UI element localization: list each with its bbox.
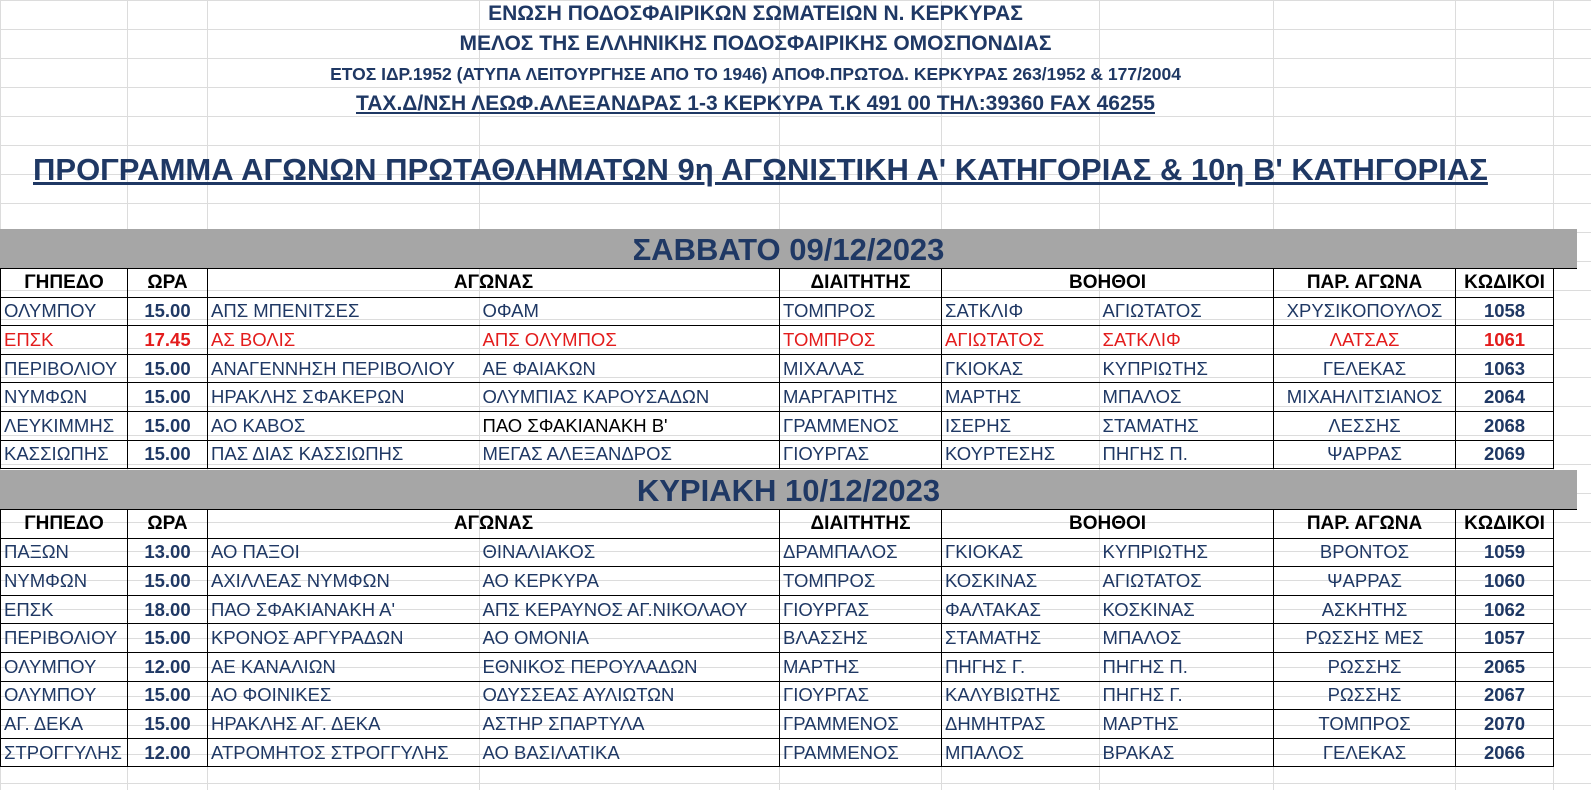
away-team-cell: ΑΠΣ ΟΛΥΜΠΟΣ: [480, 326, 780, 355]
stadium-cell: ΕΠΣΚ: [1, 595, 128, 624]
assistant1-cell: ΣΑΤΚΛΙΦ: [942, 297, 1100, 326]
home-team-cell: ΗΡΑΚΛΗΣ ΑΓ. ΔΕΚΑ: [208, 710, 480, 739]
assistant2-cell: ΠΗΓΗΣ Γ.: [1100, 681, 1274, 710]
table-header-row: [1, 269, 1554, 298]
home-team-cell: ΑΟ ΚΑΒΟΣ: [208, 411, 480, 440]
home-team-cell: ΠΑΟ ΣΦΑΚΙΑΝΑΚΗ Α': [208, 595, 480, 624]
away-team-cell: ΜΕΓΑΣ ΑΛΕΞΑΝΔΡΟΣ: [480, 440, 780, 469]
stadium-cell: ΝΥΜΦΩΝ: [1, 567, 128, 596]
code-cell: 1061: [1456, 326, 1554, 355]
code-cell: 2064: [1456, 383, 1554, 412]
code-cell: 1058: [1456, 297, 1554, 326]
referee-cell: ΔΡΑΜΠΑΛΟΣ: [780, 538, 942, 567]
time-cell: 17.45: [128, 326, 208, 355]
home-team-cell: ΑΕ ΚΑΝΑΛΙΩΝ: [208, 652, 480, 681]
time-cell: 15.00: [128, 710, 208, 739]
assistant1-cell: ΜΠΑΛΟΣ: [942, 738, 1100, 767]
referee-cell: ΓΙΟΥΡΓΑΣ: [780, 440, 942, 469]
code-cell: 1062: [1456, 595, 1554, 624]
table-row: [1, 440, 1554, 469]
org-address-line: [0, 92, 1551, 116]
observer-cell: ΛΑΤΣΑΣ: [1274, 326, 1456, 355]
org-membership: ΜΕΛΟΣ ΤΗΣ ΕΛΛΗΝΙΚΗΣ ΠΟΔΟΣΦΑΙΡΙΚΗΣ ΟΜΟΣΠΟΝΔΙΑΣ: [459, 32, 1052, 55]
org-address: ΤΑΧ.Δ/ΝΣΗ ΛΕΩΦ.ΑΛΕΞΑΝΔΡΑΣ 1-3 ΚΕΡΚΥΡΑ Τ.Κ 491 00 ΤΗΛ:39360 FAX 46255: [356, 92, 1155, 115]
referee-cell: ΜΑΡΤΗΣ: [780, 652, 942, 681]
code-cell: 1059: [1456, 538, 1554, 567]
assistant1-cell: ΑΓΙΩΤΑΤΟΣ: [942, 326, 1100, 355]
org-founding-info: ΕΤΟΣ ΙΔΡ.1952 (ΑΤΥΠΑ ΛΕΙΤΟΥΡΓΗΣΕ ΑΠΟ ΤΟ 1946) ΑΠΟΦ.ΠΡΩΤΟΔ. ΚΕΡΚΥΡΑΣ 263/1952 & 177/2004: [330, 64, 1181, 84]
code-cell: 1060: [1456, 567, 1554, 596]
col-header-stadium: ΓΗΠΕΔΟ: [1, 269, 128, 298]
code-cell: 2069: [1456, 440, 1554, 469]
away-team-cell: ΑΠΣ ΚΕΡΑΥΝΟΣ ΑΓ.ΝΙΚΟΛΑΟΥ: [480, 595, 780, 624]
referee-cell: ΤΟΜΠΡΟΣ: [780, 567, 942, 596]
col-header-match: ΑΓΩΝΑΣ: [208, 269, 780, 298]
away-team-cell: ΑΕ ΦΑΙΑΚΩΝ: [480, 354, 780, 383]
code-cell: 2066: [1456, 738, 1554, 767]
referee-cell: ΓΡΑΜΜΕΝΟΣ: [780, 710, 942, 739]
assistant1-cell: ΙΣΕΡΗΣ: [942, 411, 1100, 440]
assistant2-cell: ΒΡΑΚΑΣ: [1100, 738, 1274, 767]
stadium-cell: ΠΕΡΙΒΟΛΙΟΥ: [1, 354, 128, 383]
observer-cell: ΡΩΣΣΗΣ ΜΕΣ: [1274, 624, 1456, 653]
table-row: [1, 411, 1554, 440]
stadium-cell: ΑΓ. ΔΕΚΑ: [1, 710, 128, 739]
table-row: [1, 595, 1554, 624]
stadium-cell: ΟΛΥΜΠΟΥ: [1, 297, 128, 326]
time-cell: 18.00: [128, 595, 208, 624]
schedule-table-sunday: [0, 509, 1554, 767]
table-row: [1, 326, 1554, 355]
observer-cell: ΑΣΚΗΤΗΣ: [1274, 595, 1456, 624]
home-team-cell: ΑΟ ΦΟΙΝΙΚΕΣ: [208, 681, 480, 710]
referee-cell: ΒΛΑΣΣΗΣ: [780, 624, 942, 653]
home-team-cell: ΑΠΣ ΜΠΕΝΙΤΣΕΣ: [208, 297, 480, 326]
col-header-codes: ΚΩΔΙΚΟΙ: [1456, 510, 1554, 539]
col-header-referee: ΔΙΑΙΤΗΤΗΣ: [780, 269, 942, 298]
time-cell: 15.00: [128, 567, 208, 596]
away-team-cell: ΠΑΟ ΣΦΑΚΙΑΝΑΚΗ Β': [480, 411, 780, 440]
referee-cell: ΜΙΧΑΛΑΣ: [780, 354, 942, 383]
assistant2-cell: ΣΑΤΚΛΙΦ: [1100, 326, 1274, 355]
observer-cell: ΡΩΣΣΗΣ: [1274, 681, 1456, 710]
stadium-cell: ΟΛΥΜΠΟΥ: [1, 681, 128, 710]
assistant1-cell: ΜΑΡΤΗΣ: [942, 383, 1100, 412]
home-team-cell: ΑΤΡΟΜΗΤΟΣ ΣΤΡΟΓΓΥΛΗΣ: [208, 738, 480, 767]
referee-cell: ΓΡΑΜΜΕΝΟΣ: [780, 738, 942, 767]
observer-cell: ΨΑΡΡΑΣ: [1274, 440, 1456, 469]
away-team-cell: ΑΟ ΟΜΟΝΙΑ: [480, 624, 780, 653]
observer-cell: ΛΕΣΣΗΣ: [1274, 411, 1456, 440]
assistant2-cell: ΜΠΑΛΟΣ: [1100, 383, 1274, 412]
observer-cell: ΤΟΜΠΡΟΣ: [1274, 710, 1456, 739]
assistant1-cell: ΚΟΥΡΤΕΣΗΣ: [942, 440, 1100, 469]
assistant2-cell: ΜΑΡΤΗΣ: [1100, 710, 1274, 739]
day-header-saturday: ΣΑΒΒΑΤΟ 09/12/2023: [0, 229, 1577, 269]
referee-cell: ΜΑΡΓΑΡΙΤΗΣ: [780, 383, 942, 412]
home-team-cell: ΠΑΣ ΔΙΑΣ ΚΑΣΣΙΩΠΗΣ: [208, 440, 480, 469]
col-header-time: ΩΡΑ: [128, 510, 208, 539]
stadium-cell: ΣΤΡΟΓΓΥΛΗΣ: [1, 738, 128, 767]
referee-cell: ΓΡΑΜΜΕΝΟΣ: [780, 411, 942, 440]
table-row: [1, 710, 1554, 739]
stadium-cell: ΕΠΣΚ: [1, 326, 128, 355]
away-team-cell: ΘΙΝΑΛΙΑΚΟΣ: [480, 538, 780, 567]
home-team-cell: ΚΡΟΝΟΣ ΑΡΓΥΡΑΔΩΝ: [208, 624, 480, 653]
col-header-match: ΑΓΩΝΑΣ: [208, 510, 780, 539]
away-team-cell: ΟΔΥΣΣΕΑΣ ΑΥΛΙΩΤΩΝ: [480, 681, 780, 710]
stadium-cell: ΠΑΞΩΝ: [1, 538, 128, 567]
assistant2-cell: ΜΠΑΛΟΣ: [1100, 624, 1274, 653]
table-row: [1, 383, 1554, 412]
observer-cell: ΜΙΧΑΗΛΙΤΣΙΑΝΟΣ: [1274, 383, 1456, 412]
table-row: [1, 652, 1554, 681]
time-cell: 12.00: [128, 738, 208, 767]
referee-cell: ΓΙΟΥΡΓΑΣ: [780, 681, 942, 710]
table-row: [1, 624, 1554, 653]
table-row: [1, 297, 1554, 326]
observer-cell: ΡΩΣΣΗΣ: [1274, 652, 1456, 681]
referee-cell: ΤΟΜΠΡΟΣ: [780, 326, 942, 355]
referee-cell: ΤΟΜΠΡΟΣ: [780, 297, 942, 326]
time-cell: 15.00: [128, 383, 208, 412]
time-cell: 13.00: [128, 538, 208, 567]
code-cell: 1057: [1456, 624, 1554, 653]
time-cell: 15.00: [128, 411, 208, 440]
col-header-assistants: ΒΟΗΘΟΙ: [942, 269, 1274, 298]
time-cell: 15.00: [128, 297, 208, 326]
table-header-row: [1, 510, 1554, 539]
stadium-cell: ΟΛΥΜΠΟΥ: [1, 652, 128, 681]
home-team-cell: ΑΣ ΒΟΛΙΣ: [208, 326, 480, 355]
assistant1-cell: ΣΤΑΜΑΤΗΣ: [942, 624, 1100, 653]
assistant1-cell: ΦΑΛΤΑΚΑΣ: [942, 595, 1100, 624]
stadium-cell: ΠΕΡΙΒΟΛΙΟΥ: [1, 624, 128, 653]
away-team-cell: ΑΟ ΚΕΡΚΥΡΑ: [480, 567, 780, 596]
observer-cell: ΓΕΛΕΚΑΣ: [1274, 738, 1456, 767]
home-team-cell: ΑΧΙΛΛΕΑΣ ΝΥΜΦΩΝ: [208, 567, 480, 596]
assistant2-cell: ΠΗΓΗΣ Π.: [1100, 440, 1274, 469]
table-row: [1, 567, 1554, 596]
away-team-cell: ΑΣΤΗΡ ΣΠΑΡΤΥΛΑ: [480, 710, 780, 739]
assistant1-cell: ΔΗΜΗΤΡΑΣ: [942, 710, 1100, 739]
away-team-cell: ΕΘΝΙΚΟΣ ΠΕΡΟΥΛΑΔΩΝ: [480, 652, 780, 681]
assistant1-cell: ΚΟΣΚΙΝΑΣ: [942, 567, 1100, 596]
col-header-stadium: ΓΗΠΕΔΟ: [1, 510, 128, 539]
col-header-codes: ΚΩΔΙΚΟΙ: [1456, 269, 1554, 298]
observer-cell: ΨΑΡΡΑΣ: [1274, 567, 1456, 596]
col-header-observer: ΠΑΡ. ΑΓΩΝΑ: [1274, 510, 1456, 539]
assistant2-cell: ΚΥΠΡΙΩΤΗΣ: [1100, 538, 1274, 567]
page-title: ΠΡΟΓΡΑΜΜΑ ΑΓΩΝΩΝ ΠΡΩΤΑΘΛΗΜΑΤΩΝ 9η ΑΓΩΝΙΣΤΙΚΗ Α' ΚΑΤΗΓΟΡΙΑΣ & 10η Β' ΚΑΤΗΓΟΡΙΑΣ: [33, 152, 1488, 187]
stadium-cell: ΛΕΥΚΙΜΜΗΣ: [1, 411, 128, 440]
assistant2-cell: ΑΓΙΩΤΑΤΟΣ: [1100, 567, 1274, 596]
table-row: [1, 681, 1554, 710]
stadium-cell: ΚΑΣΣΙΩΠΗΣ: [1, 440, 128, 469]
schedule-table-saturday: [0, 268, 1554, 469]
assistant2-cell: ΑΓΙΩΤΑΤΟΣ: [1100, 297, 1274, 326]
home-team-cell: ΑΝΑΓΕΝΝΗΣΗ ΠΕΡΙΒΟΛΙΟΥ: [208, 354, 480, 383]
away-team-cell: ΟΛΥΜΠΙΑΣ ΚΑΡΟΥΣΑΔΩΝ: [480, 383, 780, 412]
time-cell: 15.00: [128, 681, 208, 710]
referee-cell: ΓΙΟΥΡΓΑΣ: [780, 595, 942, 624]
stadium-cell: ΝΥΜΦΩΝ: [1, 383, 128, 412]
code-cell: 1063: [1456, 354, 1554, 383]
assistant2-cell: ΚΟΣΚΙΝΑΣ: [1100, 595, 1274, 624]
col-header-assistants: ΒΟΗΘΟΙ: [942, 510, 1274, 539]
observer-cell: ΒΡΟΝΤΟΣ: [1274, 538, 1456, 567]
time-cell: 15.00: [128, 440, 208, 469]
away-team-cell: ΑΟ ΒΑΣΙΛΑΤΙΚΑ: [480, 738, 780, 767]
home-team-cell: ΑΟ ΠΑΞΟΙ: [208, 538, 480, 567]
time-cell: 15.00: [128, 354, 208, 383]
assistant2-cell: ΣΤΑΜΑΤΗΣ: [1100, 411, 1274, 440]
observer-cell: ΓΕΛΕΚΑΣ: [1274, 354, 1456, 383]
away-team-cell: ΟΦΑΜ: [480, 297, 780, 326]
assistant1-cell: ΓΚΙΟΚΑΣ: [942, 538, 1100, 567]
table-row: [1, 354, 1554, 383]
assistant1-cell: ΓΚΙΟΚΑΣ: [942, 354, 1100, 383]
col-header-referee: ΔΙΑΙΤΗΤΗΣ: [780, 510, 942, 539]
col-header-observer: ΠΑΡ. ΑΓΩΝΑ: [1274, 269, 1456, 298]
home-team-cell: ΗΡΑΚΛΗΣ ΣΦΑΚΕΡΩΝ: [208, 383, 480, 412]
code-cell: 2070: [1456, 710, 1554, 739]
time-cell: 12.00: [128, 652, 208, 681]
day-header-sunday: ΚΥΡΙΑΚΗ 10/12/2023: [0, 470, 1577, 510]
observer-cell: ΧΡΥΣΙΚΟΠΟΥΛΟΣ: [1274, 297, 1456, 326]
assistant2-cell: ΚΥΠΡΙΩΤΗΣ: [1100, 354, 1274, 383]
time-cell: 15.00: [128, 624, 208, 653]
code-cell: 2067: [1456, 681, 1554, 710]
code-cell: 2068: [1456, 411, 1554, 440]
code-cell: 2065: [1456, 652, 1554, 681]
org-name: ΕΝΩΣΗ ΠΟΔΟΣΦΑΙΡΙΚΩΝ ΣΩΜΑΤΕΙΩΝ Ν. ΚΕΡΚΥΡΑΣ: [488, 2, 1023, 25]
table-row: [1, 738, 1554, 767]
assistant1-cell: ΚΑΛΥΒΙΩΤΗΣ: [942, 681, 1100, 710]
assistant2-cell: ΠΗΓΗΣ Π.: [1100, 652, 1274, 681]
assistant1-cell: ΠΗΓΗΣ Γ.: [942, 652, 1100, 681]
table-row: [1, 538, 1554, 567]
col-header-time: ΩΡΑ: [128, 269, 208, 298]
